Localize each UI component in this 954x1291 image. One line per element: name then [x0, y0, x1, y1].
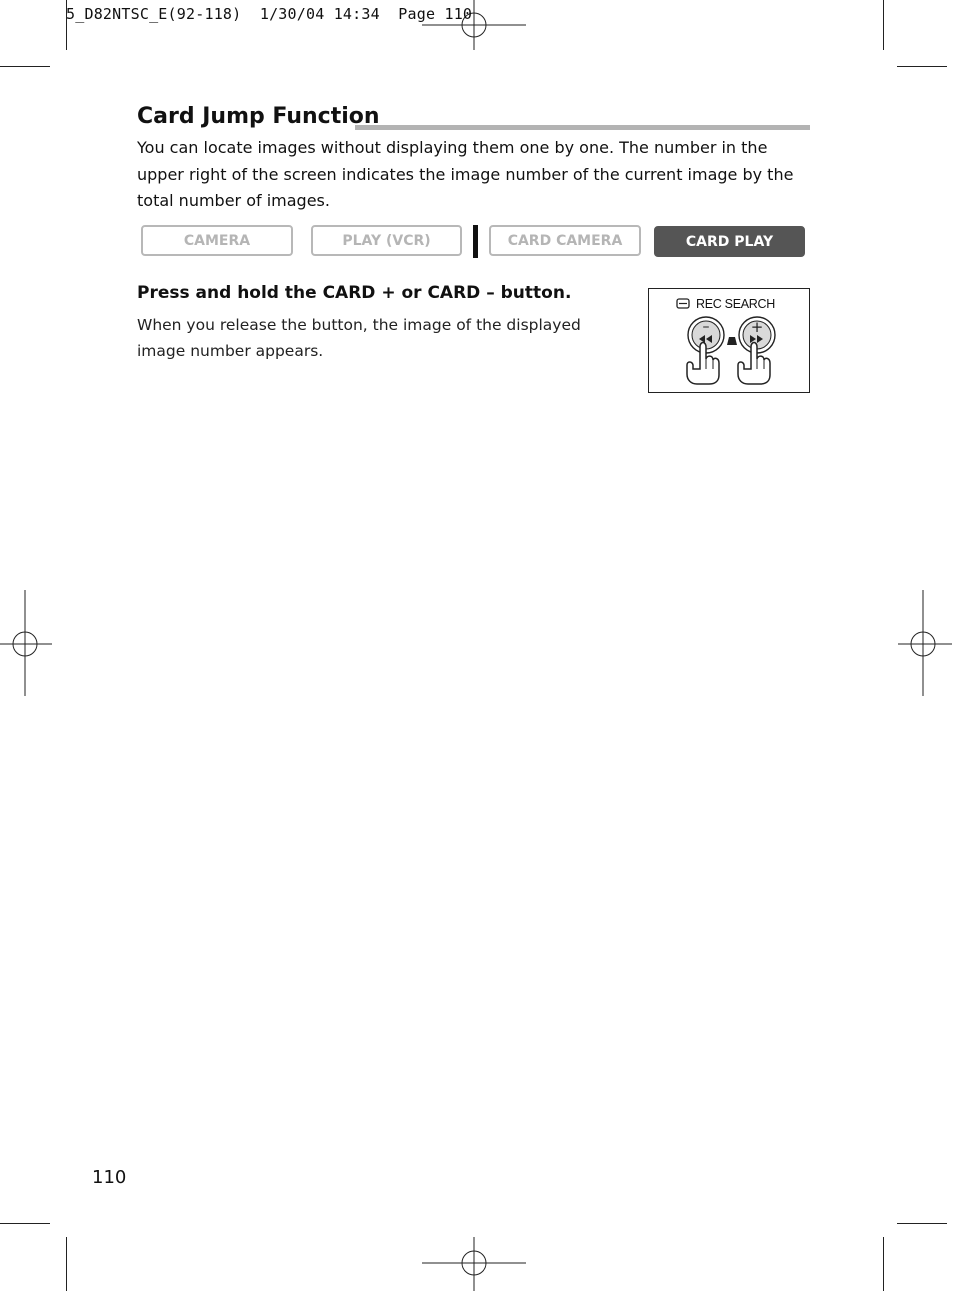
card-buttons-illustration — [648, 288, 810, 393]
crop-mark — [0, 66, 50, 67]
registration-mark-bottom — [420, 1237, 530, 1291]
mode-camera: CAMERA — [141, 225, 293, 256]
mode-card-camera: CARD CAMERA — [489, 225, 641, 256]
page-number: 110 — [92, 1167, 127, 1188]
registration-mark-left — [0, 590, 54, 698]
figure-label: REC SEARCH — [696, 297, 775, 311]
card-icon — [677, 299, 689, 308]
print-header: 5_D82NTSC_E(92-118) 1/30/04 14:34 Page 110 — [66, 5, 473, 23]
crop-mark — [897, 66, 947, 67]
minus-symbol: – — [702, 319, 710, 335]
intro-paragraph: You can locate images without displaying them one by one. The number in the upper right of the screen indicates the image number of the current image by the total number of images. — [137, 138, 794, 210]
crop-mark — [883, 0, 884, 50]
step-heading: Press and hold the CARD + or CARD – button. — [137, 283, 572, 303]
step-body: When you release the button, the image of the displayed image number appears. — [137, 316, 581, 360]
mode-card-play: CARD PLAY — [654, 226, 805, 257]
crop-mark — [883, 1237, 884, 1291]
title-rule — [355, 125, 810, 130]
crop-mark — [0, 1223, 50, 1224]
crop-mark — [897, 1223, 947, 1224]
section-title: Card Jump Function — [137, 104, 380, 129]
mode-separator — [473, 225, 478, 258]
mode-play-vcr: PLAY (VCR) — [311, 225, 462, 256]
center-marker-icon — [727, 337, 737, 345]
crop-mark — [66, 1237, 67, 1291]
registration-mark-right — [898, 590, 954, 698]
plus-symbol: + — [750, 318, 764, 336]
